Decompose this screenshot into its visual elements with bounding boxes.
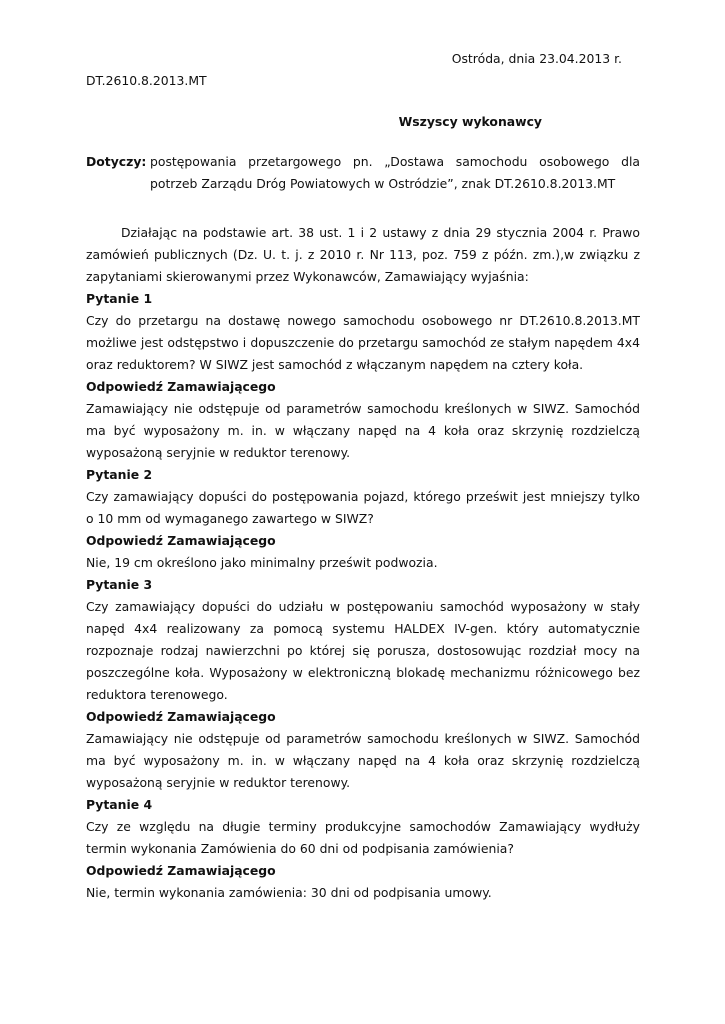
answer-4-heading: Odpowiedź Zamawiającego [86,863,276,878]
subject-block [86,151,640,195]
answer-1-heading: Odpowiedź Zamawiającego [86,379,276,394]
question-2-text: Czy zamawiający dopuści do postępowania pojazd, którego prześwit jest mniejszy tylko o 10 mm od wymaganego zawartego w SIWZ? [86,489,640,526]
question-1-text: Czy do przetargu na dostawę nowego samochodu osobowego nr DT.2610.8.2013.MT możliwe jest odstępstwo i dopuszczenie do przetargu samochód ze stałym napędem 4x4 oraz reduktorem? W SIWZ jest samochód z włączanym napędem na cztery koła. [86,313,640,372]
answer-3-heading: Odpowiedź Zamawiającego [86,709,276,724]
answer-2-text: Nie, 19 cm określono jako minimalny prześwit podwozia. [86,555,438,570]
question-1-heading: Pytanie 1 [86,291,153,306]
answer-3-text: Zamawiający nie odstępuje od parametrów samochodu kreślonych w SIWZ. Samochód ma być wyposażony m. in. w włączany napęd na 4 koła oraz skrzynię rozdzielczą wyposażoną seryjnie w reduktor terenowy. [86,731,640,790]
answer-1-text: Zamawiający nie odstępuje od parametrów samochodu kreślonych w SIWZ. Samochód ma być wyposażony m. in. w włączany napęd na 4 koła oraz skrzynię rozdzielczą wyposażoną seryjnie w reduktor terenowy. [86,401,640,460]
answer-2-heading: Odpowiedź Zamawiającego [86,533,276,548]
document-body [86,222,640,904]
subject-label: Dotyczy: [86,154,147,169]
question-3-heading: Pytanie 3 [86,577,153,592]
question-3-text: Czy zamawiający dopuści do udziału w postępowaniu samochód wyposażony w stały napęd 4x4 realizowany za pomocą systemu HALDEX IV-gen. który automatycznie rozpoznaje rodzaj nawierzchni po której się porusza, dostosowując rozdział mocy na poszczególne koła. Wyposażony w elektroniczną blokadę mechanizmu różnicowego bez reduktora terenowego. [86,599,640,702]
subject-text: postępowania przetargowego pn. „Dostawa samochodu osobowego dla potrzeb Zarządu Dróg Powiatowych w Ostródzie”, znak DT.2610.8.2013.MT [150,154,640,191]
question-2-heading: Pytanie 2 [86,467,153,482]
addressee: Wszyscy wykonawcy [398,114,542,129]
question-4-text: Czy ze względu na długie terminy produkcyjne samochodów Zamawiający wydłuży termin wykonania Zamówienia do 60 dni od podpisania zamówienia? [86,819,640,856]
question-4-heading: Pytanie 4 [86,797,153,812]
answer-4-text: Nie, termin wykonania zamówienia: 30 dni od podpisania umowy. [86,885,492,900]
reference-number: DT.2610.8.2013.MT [86,73,207,88]
intro-paragraph: Działając na podstawie art. 38 ust. 1 i 2 ustawy z dnia 29 stycznia 2004 r. Prawo zamówień publicznych (Dz. U. t. j. z 2010 r. Nr 113, poz. 759 z późn. zm.),w związku z zapytaniami skierowanymi przez Wykonawców, Zamawiający wyjaśnia: [86,225,640,284]
place-and-date: Ostróda, dnia 23.04.2013 r. [451,51,622,66]
